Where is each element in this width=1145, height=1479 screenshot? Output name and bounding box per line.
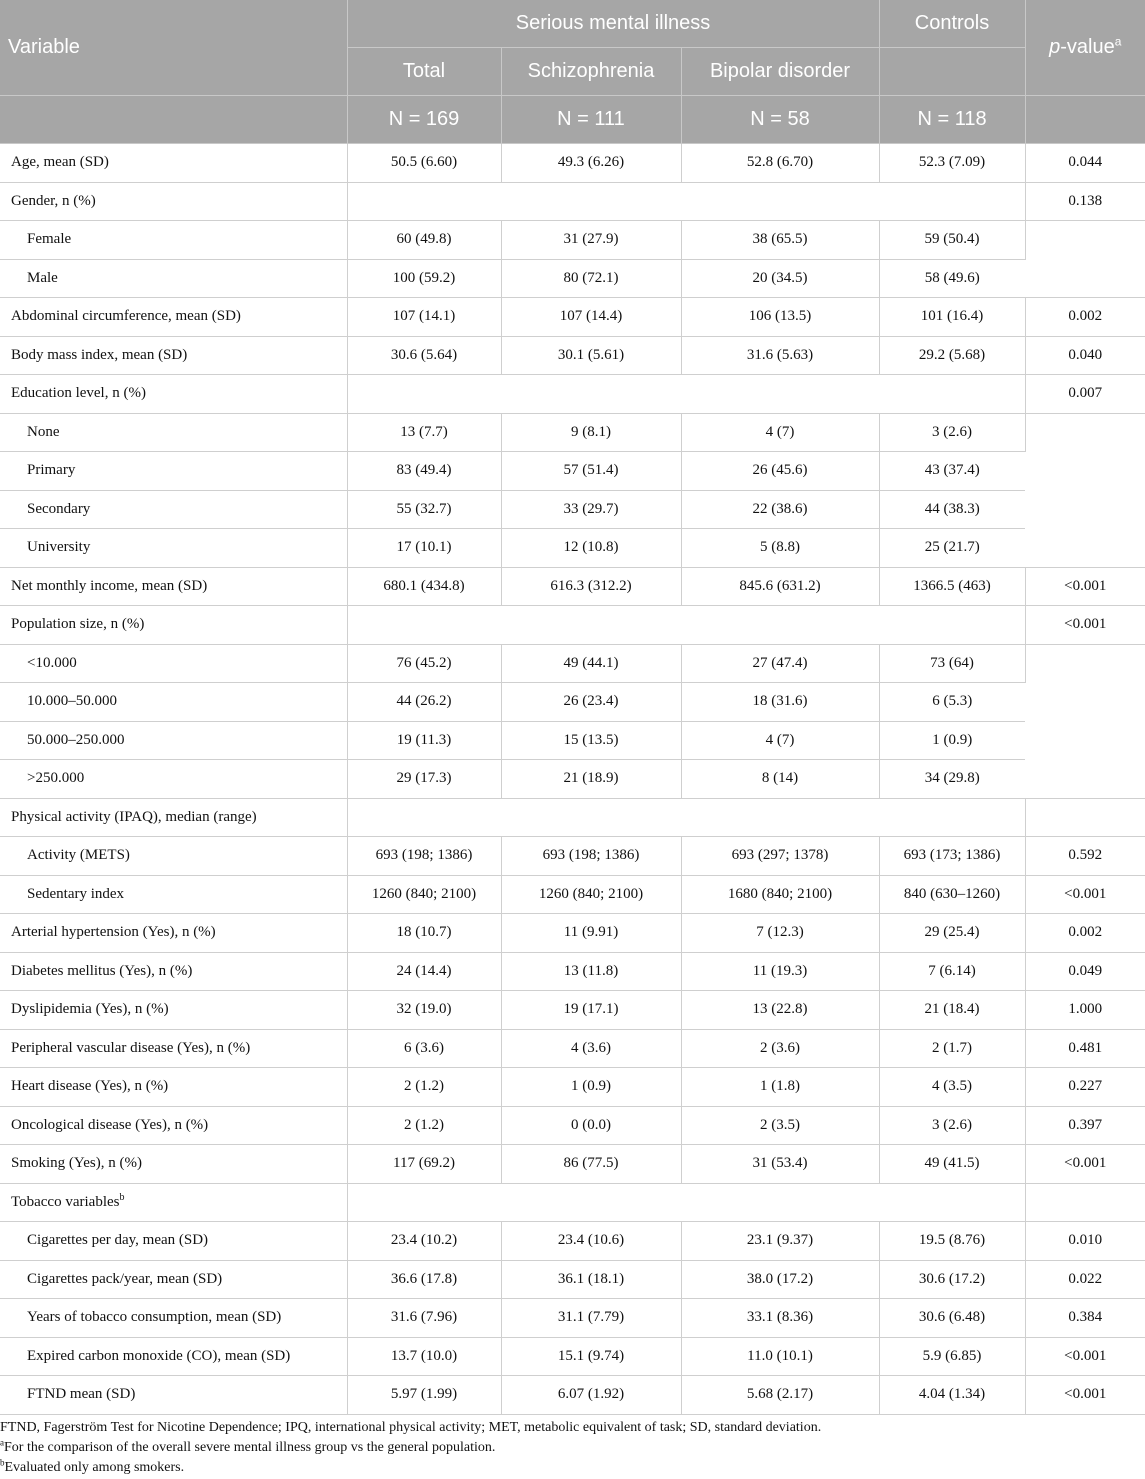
cell-bipolar: 7 (12.3) [681,914,879,953]
table-row [0,1029,1145,1068]
cell-controls: 25 (21.7) [879,529,1025,568]
cell-total: 55 (32.7) [347,490,501,529]
row-label: None [0,413,347,452]
cell-bipolar: 13 (22.8) [681,991,879,1030]
header-n-total: N = 169 [347,96,501,144]
cell-pvalue: <0.001 [1025,567,1145,606]
footnote-abbreviations: FTND, Fagerström Test for Nicotine Dependence; IPQ, international physical activity; MET, metabolic equivalent of task; SD, standard deviation. [0,1420,822,1435]
cell-bipolar: 106 (13.5) [681,298,879,337]
cell-schizo: 1 (0.9) [501,1068,681,1107]
cell-schizo: 13 (11.8) [501,952,681,991]
pvalue-italic: p [1049,36,1061,58]
table-row [0,1376,1145,1415]
cell-schizo: 107 (14.4) [501,298,681,337]
cell-total: 19 (11.3) [347,721,501,760]
table-header [0,0,1145,144]
cell-pvalue [1025,644,1145,798]
cell-pvalue: 0.007 [1025,375,1145,414]
cell-pvalue: 0.397 [1025,1106,1145,1145]
cell-total: 2 (1.2) [347,1068,501,1107]
cell-total: 23.4 (10.2) [347,1222,501,1261]
cell-schizo: 30.1 (5.61) [501,336,681,375]
cell-controls: 840 (630–1260) [879,875,1025,914]
cell-total: 5.97 (1.99) [347,1376,501,1415]
cell-controls: 59 (50.4) [879,221,1025,260]
cell-pvalue [1025,221,1145,298]
table-row [0,683,1145,722]
cell-schizo: 1260 (840; 2100) [501,875,681,914]
cell-controls: 49 (41.5) [879,1145,1025,1184]
row-label: Peripheral vascular disease (Yes), n (%) [0,1029,347,1068]
cell-controls: 21 (18.4) [879,991,1025,1030]
cell-bipolar: 31 (53.4) [681,1145,879,1184]
cell-total: 6 (3.6) [347,1029,501,1068]
table-row [0,336,1145,375]
table-row [0,798,1145,837]
table-row [0,1299,1145,1338]
table-row [0,914,1145,953]
cell-controls: 101 (16.4) [879,298,1025,337]
row-label: Abdominal circumference, mean (SD) [0,298,347,337]
cell-pvalue: 0.592 [1025,837,1145,876]
row-label: Activity (METS) [0,837,347,876]
header-controls-blank [879,48,1025,96]
cell-schizo: 49 (44.1) [501,644,681,683]
cell-bipolar: 845.6 (631.2) [681,567,879,606]
cell-controls: 1366.5 (463) [879,567,1025,606]
table-row [0,413,1145,452]
footnote-b: $^b$Evaluated only among smokers. [0,1457,185,1475]
cell-pvalue: 0.384 [1025,1299,1145,1338]
table-row [0,144,1145,183]
cell-controls: 73 (64) [879,644,1025,683]
cell-bipolar: 38.0 (17.2) [681,1260,879,1299]
row-label: Physical activity (IPAQ), median (range) [0,798,347,837]
cell-controls: 30.6 (6.48) [879,1299,1025,1338]
cell-bipolar: 5 (8.8) [681,529,879,568]
row-label: >250.000 [0,760,347,799]
header-controls: Controls [879,0,1025,48]
row-label: Tobacco variables$^b$ [0,1183,347,1222]
cell-total: 31.6 (7.96) [347,1299,501,1338]
row-label: Diabetes mellitus (Yes), n (%) [0,952,347,991]
cell-controls: 7 (6.14) [879,952,1025,991]
row-label: Gender, n (%) [0,182,347,221]
row-label: Heart disease (Yes), n (%) [0,1068,347,1107]
cell-bipolar: 1680 (840; 2100) [681,875,879,914]
row-label: Education level, n (%) [0,375,347,414]
cell-schizo: 19 (17.1) [501,991,681,1030]
row-label: Male [0,259,347,298]
cell-total: 1260 (840; 2100) [347,875,501,914]
row-label: Cigarettes pack/year, mean (SD) [0,1260,347,1299]
table-row [0,1183,1145,1222]
cell-controls: 4 (3.5) [879,1068,1025,1107]
cell-pvalue: <0.001 [1025,606,1145,645]
header-bipolar: Bipolar disorder [681,48,879,96]
table-row [0,875,1145,914]
table-row [0,490,1145,529]
cell-total: 117 (69.2) [347,1145,501,1184]
cell-controls: 6 (5.3) [879,683,1025,722]
cell-pvalue: <0.001 [1025,1376,1145,1415]
cell-schizo: 80 (72.1) [501,259,681,298]
cell-controls: 19.5 (8.76) [879,1222,1025,1261]
cell-total: 32 (19.0) [347,991,501,1030]
row-label: Primary [0,452,347,491]
table-row [0,529,1145,568]
cell-pvalue: <0.001 [1025,1337,1145,1376]
row-label: Years of tobacco consumption, mean (SD) [0,1299,347,1338]
cell-total: 29 (17.3) [347,760,501,799]
cell-controls: 3 (2.6) [879,1106,1025,1145]
row-label: University [0,529,347,568]
cell-total: 36.6 (17.8) [347,1260,501,1299]
cell-schizo: 31.1 (7.79) [501,1299,681,1338]
cell-controls: 30.6 (17.2) [879,1260,1025,1299]
pvalue-sup: a [1114,34,1122,49]
cell-total: 18 (10.7) [347,914,501,953]
cell-schizo: 616.3 (312.2) [501,567,681,606]
table-body [0,144,1145,1415]
cell-bipolar: 52.8 (6.70) [681,144,879,183]
cell-schizo: 6.07 (1.92) [501,1376,681,1415]
row-label: FTND mean (SD) [0,1376,347,1415]
cell-controls: 693 (173; 1386) [879,837,1025,876]
cell-controls: 29 (25.4) [879,914,1025,953]
table-row [0,1260,1145,1299]
cell-bipolar: 2 (3.6) [681,1029,879,1068]
table-row [0,952,1145,991]
table-row [0,606,1145,645]
cell-schizo: 57 (51.4) [501,452,681,491]
cell-pvalue: 0.002 [1025,298,1145,337]
cell-controls: 44 (38.3) [879,490,1025,529]
table-row [0,837,1145,876]
cell-bipolar: 693 (297; 1378) [681,837,879,876]
cell-pvalue: 0.022 [1025,1260,1145,1299]
cell-pvalue: 0.010 [1025,1222,1145,1261]
cell-bipolar: 2 (3.5) [681,1106,879,1145]
table-row [0,1145,1145,1184]
table-row [0,375,1145,414]
cell-schizo: 23.4 (10.6) [501,1222,681,1261]
table-row [0,452,1145,491]
group-blank-cell [347,182,1025,221]
cell-controls: 1 (0.9) [879,721,1025,760]
cell-total: 2 (1.2) [347,1106,501,1145]
cell-schizo: 15.1 (9.74) [501,1337,681,1376]
cell-bipolar: 27 (47.4) [681,644,879,683]
cell-pvalue: 0.002 [1025,914,1145,953]
row-label: Age, mean (SD) [0,144,347,183]
cell-schizo: 31 (27.9) [501,221,681,260]
cell-schizo: 11 (9.91) [501,914,681,953]
group-blank-cell [347,606,1025,645]
cell-schizo: 9 (8.1) [501,413,681,452]
cell-controls: 34 (29.8) [879,760,1025,799]
cell-schizo: 36.1 (18.1) [501,1260,681,1299]
header-n-bipolar: N = 58 [681,96,879,144]
cell-bipolar: 11 (19.3) [681,952,879,991]
cell-total: 76 (45.2) [347,644,501,683]
row-label: 10.000–50.000 [0,683,347,722]
header-n-schizophrenia: N = 111 [501,96,681,144]
cell-pvalue: 0.044 [1025,144,1145,183]
row-label: 50.000–250.000 [0,721,347,760]
row-label: Smoking (Yes), n (%) [0,1145,347,1184]
row-label: Oncological disease (Yes), n (%) [0,1106,347,1145]
cell-bipolar: 38 (65.5) [681,221,879,260]
cell-total: 30.6 (5.64) [347,336,501,375]
table-row [0,1222,1145,1261]
cell-pvalue: 0.138 [1025,182,1145,221]
cell-pvalue: 0.040 [1025,336,1145,375]
table-row [0,1068,1145,1107]
cell-controls: 29.2 (5.68) [879,336,1025,375]
table-row [0,298,1145,337]
row-label: Sedentary index [0,875,347,914]
header-blank [0,96,347,144]
group-blank-cell [347,798,1025,837]
cell-total: 50.5 (6.60) [347,144,501,183]
cell-bipolar: 18 (31.6) [681,683,879,722]
table-row [0,259,1145,298]
cell-total: 17 (10.1) [347,529,501,568]
cell-pvalue [1025,413,1145,567]
cell-total: 693 (198; 1386) [347,837,501,876]
cell-schizo: 21 (18.9) [501,760,681,799]
cell-bipolar: 23.1 (9.37) [681,1222,879,1261]
cell-bipolar: 26 (45.6) [681,452,879,491]
pvalue-rest: -value [1060,36,1115,58]
table-row [0,760,1145,799]
cell-pvalue: <0.001 [1025,875,1145,914]
cell-pvalue: <0.001 [1025,1145,1145,1184]
row-label: Secondary [0,490,347,529]
row-label: Cigarettes per day, mean (SD) [0,1222,347,1261]
row-label: Dyslipidemia (Yes), n (%) [0,991,347,1030]
row-label: Expired carbon monoxide (CO), mean (SD) [0,1337,347,1376]
cell-bipolar: 33.1 (8.36) [681,1299,879,1338]
header-variable: Variable [0,0,347,96]
table-row [0,721,1145,760]
row-label: Net monthly income, mean (SD) [0,567,347,606]
cell-total: 680.1 (434.8) [347,567,501,606]
header-pvalue [1025,0,1145,96]
table-footnotes [0,1418,1140,1478]
table-row [0,991,1145,1030]
row-label: Body mass index, mean (SD) [0,336,347,375]
cell-schizo: 26 (23.4) [501,683,681,722]
group-blank-cell [347,1183,1025,1222]
cell-total: 44 (26.2) [347,683,501,722]
cell-bipolar: 4 (7) [681,721,879,760]
cell-schizo: 15 (13.5) [501,721,681,760]
cell-pvalue: 0.481 [1025,1029,1145,1068]
table-row [0,182,1145,221]
cell-total: 60 (49.8) [347,221,501,260]
cell-controls: 52.3 (7.09) [879,144,1025,183]
cell-bipolar: 31.6 (5.63) [681,336,879,375]
row-label: Arterial hypertension (Yes), n (%) [0,914,347,953]
cell-schizo: 86 (77.5) [501,1145,681,1184]
cell-schizo: 33 (29.7) [501,490,681,529]
row-label: Population size, n (%) [0,606,347,645]
table-row [0,1337,1145,1376]
cell-total: 13 (7.7) [347,413,501,452]
cell-pvalue: 0.227 [1025,1068,1145,1107]
cell-schizo: 12 (10.8) [501,529,681,568]
cell-bipolar: 11.0 (10.1) [681,1337,879,1376]
cell-bipolar: 20 (34.5) [681,259,879,298]
group-blank-cell [347,375,1025,414]
cell-controls: 43 (37.4) [879,452,1025,491]
cell-schizo: 4 (3.6) [501,1029,681,1068]
cell-bipolar: 4 (7) [681,413,879,452]
cell-controls: 4.04 (1.34) [879,1376,1025,1415]
cell-pvalue [1025,1183,1145,1222]
cell-controls: 58 (49.6) [879,259,1025,298]
cell-schizo: 0 (0.0) [501,1106,681,1145]
cell-total: 13.7 (10.0) [347,1337,501,1376]
cell-total: 83 (49.4) [347,452,501,491]
header-smi-group: Serious mental illness [347,0,879,48]
cell-controls: 3 (2.6) [879,413,1025,452]
cell-pvalue [1025,798,1145,837]
cell-bipolar: 8 (14) [681,760,879,799]
row-label: <10.000 [0,644,347,683]
cell-bipolar: 1 (1.8) [681,1068,879,1107]
cell-pvalue: 1.000 [1025,991,1145,1030]
cell-total: 107 (14.1) [347,298,501,337]
table-row [0,567,1145,606]
cell-total: 100 (59.2) [347,259,501,298]
header-total: Total [347,48,501,96]
cell-controls: 5.9 (6.85) [879,1337,1025,1376]
cell-pvalue: 0.049 [1025,952,1145,991]
footnote-a: $^a$For the comparison of the overall severe mental illness group vs the general population. [0,1437,496,1455]
header-blank-p [1025,96,1145,144]
row-label: Female [0,221,347,260]
header-n-controls: N = 118 [879,96,1025,144]
table-row [0,221,1145,260]
table-row [0,1106,1145,1145]
cell-schizo: 49.3 (6.26) [501,144,681,183]
header-schizophrenia: Schizophrenia [501,48,681,96]
table-row [0,644,1145,683]
cell-controls: 2 (1.7) [879,1029,1025,1068]
cell-schizo: 693 (198; 1386) [501,837,681,876]
cell-bipolar: 22 (38.6) [681,490,879,529]
cell-total: 24 (14.4) [347,952,501,991]
cell-bipolar: 5.68 (2.17) [681,1376,879,1415]
